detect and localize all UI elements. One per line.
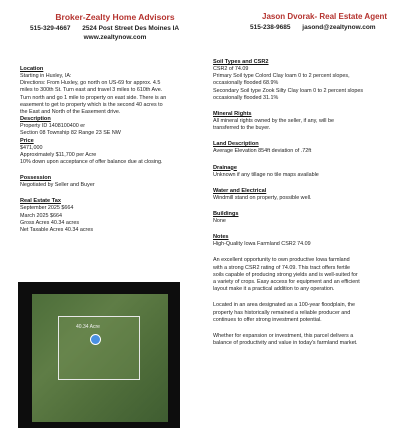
location-heading: Location — [20, 66, 44, 72]
broker-address: 2524 Post Street Des Moines IA — [82, 25, 180, 32]
water-heading: Water and Electrical — [213, 187, 267, 194]
location-line: Turn north and go 1 mile to property on east side. There is an — [20, 94, 167, 101]
possession-heading: Possession — [20, 175, 52, 182]
soil-line: Primary Soil type Colord Clay loam 0 to 2 percent slopes, — [213, 73, 350, 80]
spacer — [213, 202, 391, 211]
spacer — [213, 179, 391, 188]
spacer — [213, 102, 391, 111]
tax-line: September 2025 $664 — [20, 205, 74, 212]
soil-heading: Soil Types and CSR2 — [213, 59, 269, 65]
paragraph-line: with a strong CSR2 rating of 74.09. This tract offers fertile — [213, 264, 351, 271]
spacer — [20, 189, 202, 198]
mineral-line: All mineral rights owned by the seller, if any, will be — [213, 118, 334, 125]
soil-line: CSR2 of 74.09 — [213, 66, 249, 72]
soil-line: occasionally flooded 68.9% — [213, 80, 279, 87]
spacer — [213, 156, 391, 165]
agent-email[interactable]: jasond@zealtynow.com — [302, 24, 376, 31]
land-heading: Land Description — [213, 141, 259, 148]
location-line: miles to 300th St. Turn east and travel 3 miles to 610th Ave. — [20, 87, 163, 94]
left-column — [20, 66, 202, 234]
spacer — [20, 166, 202, 175]
spacer — [213, 225, 391, 234]
broker-phone: 515-329-4667 — [30, 25, 71, 32]
aerial-map-photo — [32, 294, 168, 422]
buildings-line: None — [213, 218, 226, 225]
aerial-map-image — [18, 282, 180, 428]
spacer — [213, 248, 391, 257]
price-heading: Price — [20, 137, 34, 144]
drainage-line: Unknown if any tillage no tile maps available — [213, 171, 319, 178]
location-line: the East and North of the Easement drive. — [20, 109, 121, 116]
description-line: Property ID 1408100400 er — [20, 123, 86, 130]
location-pin-icon — [90, 334, 101, 345]
flyer-header — [0, 0, 404, 48]
paragraph-line: An excellent opportunity to own productive Iowa farmland — [213, 257, 350, 264]
mineral-heading: Mineral Rights — [213, 111, 252, 118]
company-name: Broker-Zealty Home Advisors — [55, 12, 175, 22]
spacer — [213, 324, 391, 333]
broker-info — [30, 12, 200, 41]
soil-line: Secondary Soil type Zook Silty Clay loam 0 to 2 percent slopes — [213, 87, 364, 94]
possession-line: Negotiated by Seller and Buyer — [20, 182, 95, 189]
description-heading: Description — [20, 116, 51, 123]
price-line: 10% down upon acceptance of offer balance due at closing. — [20, 159, 163, 166]
location-line: Directions: From Huxley, go north on US-69 for approx. 4.5 — [20, 80, 161, 87]
agent-name: Jason Dvorak- Real Estate Agent — [262, 12, 388, 21]
water-line: Windmill stand on property, possible well. — [213, 194, 312, 201]
paragraph-line: Located in an area designated as a 100-year floodplain, the — [213, 302, 356, 309]
agent-info — [250, 12, 400, 31]
parcel-acre-label: 40.34 Acre — [76, 324, 100, 330]
tax-line: March 2025 $664 — [20, 212, 62, 219]
spacer — [213, 132, 391, 141]
tax-heading: Real Estate Tax — [20, 198, 61, 205]
tax-line: Net Taxable Acres 40.34 acres — [20, 227, 94, 234]
price-line: Approximately $11,700 per Acre — [20, 151, 97, 158]
paragraph-line: balance of productivity and value in today's farmland market. — [213, 340, 358, 347]
broker-website[interactable]: www.zealtynow.com — [83, 34, 147, 41]
paragraph-line: property has historically remained a reliable producer and — [213, 309, 351, 316]
description-line: Section 08 Township 82 Range 23 SE NW — [20, 130, 121, 137]
agent-phone: 515-238-9685 — [250, 24, 291, 31]
location-line: Starting in Huxley, IA: — [20, 73, 72, 79]
paragraph-line: layout make it a practical addition to any operation. — [213, 286, 335, 293]
buildings-heading: Buildings — [213, 211, 239, 218]
land-line: Average Elevation 854ft deviation of .72ft — [213, 148, 312, 155]
paragraph-line: soils capable of producing strong yields and is well-suited for — [213, 271, 358, 278]
notes-line: High-Quality Iowa Farmland CSR2 74.09 — [213, 241, 311, 248]
mineral-line: transferred to the buyer. — [213, 125, 271, 132]
spacer — [213, 293, 391, 302]
agent-contact-line — [250, 24, 400, 31]
paragraph-line: Whether for expansion or investment, this parcel delivers a — [213, 333, 354, 340]
right-column — [213, 59, 391, 347]
location-line: easement to get to property which is the second 40 acres to — [20, 101, 163, 108]
paragraph-line: continues to offer strong investment potential. — [213, 316, 322, 323]
broker-contact-line — [30, 25, 200, 32]
notes-heading: Notes — [213, 234, 229, 241]
paragraph-line: a variety of crops. Easy access for equipment and an efficient — [213, 279, 360, 286]
drainage-heading: Drainage — [213, 164, 237, 171]
soil-line: occasionally flooded 31.1% — [213, 94, 279, 101]
price-line: $471,000 — [20, 144, 43, 151]
tax-line: Gross Acres 40.34 acres — [20, 219, 80, 226]
